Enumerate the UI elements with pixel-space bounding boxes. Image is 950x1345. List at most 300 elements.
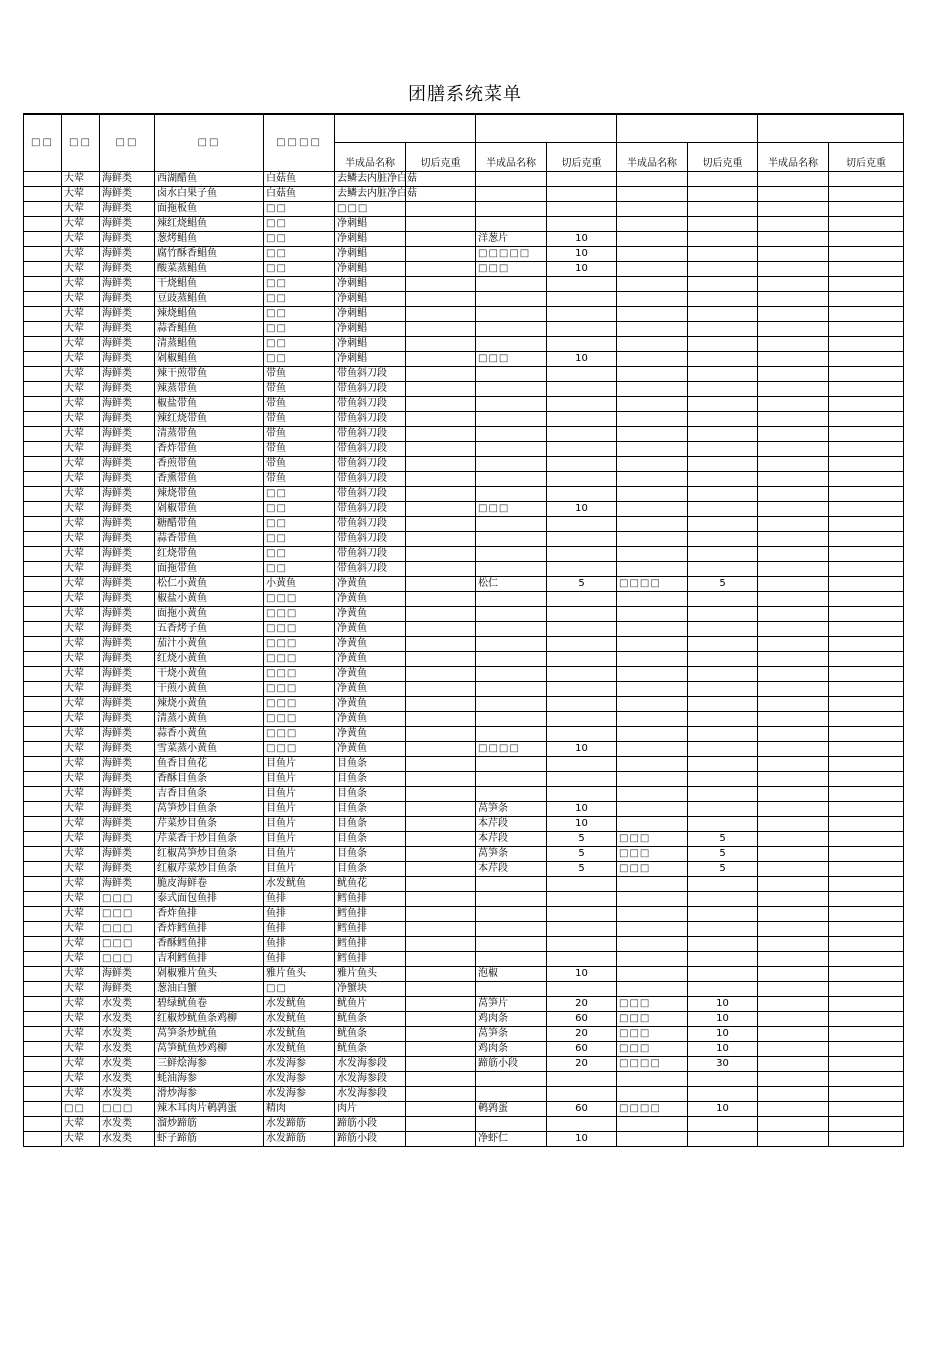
table-cell <box>24 817 62 832</box>
table-cell <box>829 937 904 952</box>
table-cell: 目鱼片 <box>264 757 335 772</box>
table-cell <box>829 982 904 997</box>
table-cell <box>24 652 62 667</box>
table-cell <box>829 772 904 787</box>
table-cell <box>617 472 688 487</box>
table-cell: 红烧小黄鱼 <box>155 652 264 667</box>
table-row <box>24 937 904 952</box>
table-cell <box>829 487 904 502</box>
table-cell: 大荤 <box>62 1057 100 1072</box>
table-cell: □□□ <box>264 697 335 712</box>
table-cell <box>829 997 904 1012</box>
table-cell: 目鱼条 <box>335 772 406 787</box>
table-cell <box>829 712 904 727</box>
table-cell: 20 <box>547 1027 617 1042</box>
table-cell <box>829 217 904 232</box>
table-cell <box>406 427 476 442</box>
table-cell: 脆皮海鲜卷 <box>155 877 264 892</box>
table-cell: 辣干煎带鱼 <box>155 367 264 382</box>
table-cell <box>688 532 758 547</box>
table-cell <box>758 952 829 967</box>
table-cell <box>688 442 758 457</box>
table-cell: 雅片鱼头 <box>335 967 406 982</box>
table-cell <box>758 187 829 202</box>
table-cell <box>758 352 829 367</box>
table-cell <box>758 652 829 667</box>
table-cell <box>758 562 829 577</box>
table-cell <box>24 232 62 247</box>
table-cell: 海鲜类 <box>100 577 155 592</box>
table-cell: 目鱼片 <box>264 862 335 877</box>
table-cell: 西湖醋鱼 <box>155 172 264 187</box>
table-cell <box>688 772 758 787</box>
table-cell: 水发类 <box>100 1027 155 1042</box>
table-cell <box>547 487 617 502</box>
table-cell: 带鱼 <box>264 382 335 397</box>
table-cell <box>617 682 688 697</box>
table-cell <box>406 487 476 502</box>
header-semi-product-name: 半成品名称 <box>476 143 547 172</box>
table-cell <box>24 202 62 217</box>
table-cell: 大荤 <box>62 922 100 937</box>
table-cell <box>24 1087 62 1102</box>
table-cell: 精肉 <box>264 1102 335 1117</box>
table-row <box>24 952 904 967</box>
table-cell <box>758 442 829 457</box>
table-cell <box>758 457 829 472</box>
table-cell: 目鱼条 <box>335 802 406 817</box>
table-cell: 蒜香小黄鱼 <box>155 727 264 742</box>
table-cell <box>829 517 904 532</box>
table-cell <box>476 637 547 652</box>
table-cell <box>476 907 547 922</box>
table-cell: 大荤 <box>62 367 100 382</box>
table-cell: 水发鱿鱼 <box>264 1012 335 1027</box>
table-cell <box>688 232 758 247</box>
table-row <box>24 367 904 382</box>
table-cell <box>547 322 617 337</box>
table-cell <box>24 502 62 517</box>
table-cell <box>829 442 904 457</box>
table-cell: 60 <box>547 1042 617 1057</box>
table-cell: □□□□ <box>617 1057 688 1072</box>
table-cell: 大荤 <box>62 277 100 292</box>
table-cell: 辣烧鲳鱼 <box>155 307 264 322</box>
table-cell <box>758 1042 829 1057</box>
table-cell <box>547 1117 617 1132</box>
table-cell <box>688 172 758 187</box>
table-cell <box>24 757 62 772</box>
table-cell: 海鲜类 <box>100 877 155 892</box>
table-row <box>24 502 904 517</box>
table-cell <box>547 412 617 427</box>
header-col-4: □□ <box>155 114 264 172</box>
table-cell <box>688 187 758 202</box>
table-cell <box>547 217 617 232</box>
table-cell: 60 <box>547 1012 617 1027</box>
table-cell <box>406 472 476 487</box>
table-cell <box>688 307 758 322</box>
header-col-1: □□ <box>24 114 62 172</box>
table-cell: 卤水白果子鱼 <box>155 187 264 202</box>
table-cell: 目鱼条 <box>335 862 406 877</box>
table-cell: 莴笋条 <box>476 1027 547 1042</box>
table-cell <box>547 202 617 217</box>
table-cell: 10 <box>547 262 617 277</box>
table-cell: 10 <box>688 1012 758 1027</box>
table-cell: 红椒莴笋炒目鱼条 <box>155 847 264 862</box>
table-cell <box>406 292 476 307</box>
table-cell <box>688 967 758 982</box>
header-group-2 <box>476 114 617 143</box>
table-cell <box>758 487 829 502</box>
table-row <box>24 817 904 832</box>
table-cell <box>688 742 758 757</box>
table-cell <box>24 667 62 682</box>
table-cell <box>24 262 62 277</box>
table-cell <box>406 442 476 457</box>
table-cell: 水发类 <box>100 997 155 1012</box>
table-cell: 净黄鱼 <box>335 727 406 742</box>
table-cell <box>688 727 758 742</box>
table-cell: 海鲜类 <box>100 802 155 817</box>
table-cell <box>688 247 758 262</box>
table-cell: 大荤 <box>62 787 100 802</box>
table-cell: 净刺鲳 <box>335 307 406 322</box>
table-row <box>24 592 904 607</box>
table-cell: 海鲜类 <box>100 712 155 727</box>
table-cell: □□ <box>264 982 335 997</box>
table-cell: 海鲜类 <box>100 622 155 637</box>
table-cell <box>24 517 62 532</box>
table-cell <box>476 367 547 382</box>
table-cell: 干烧鲳鱼 <box>155 277 264 292</box>
table-cell: 椒盐带鱼 <box>155 397 264 412</box>
table-cell <box>547 787 617 802</box>
table-cell <box>24 742 62 757</box>
table-cell: 目鱼片 <box>264 817 335 832</box>
table-cell <box>688 892 758 907</box>
table-cell: 带鱼 <box>264 442 335 457</box>
table-cell: □□□ <box>264 742 335 757</box>
table-cell: □□ <box>264 337 335 352</box>
table-cell <box>758 1087 829 1102</box>
table-cell: 5 <box>688 862 758 877</box>
table-cell: 大荤 <box>62 172 100 187</box>
table-cell: 蒜香带鱼 <box>155 532 264 547</box>
table-cell <box>617 517 688 532</box>
table-cell <box>617 607 688 622</box>
table-cell <box>688 337 758 352</box>
table-cell: 10 <box>547 232 617 247</box>
table-cell <box>24 637 62 652</box>
table-cell: □□ <box>264 307 335 322</box>
table-cell: 净黄鱼 <box>335 697 406 712</box>
table-cell: 水发类 <box>100 1117 155 1132</box>
table-cell <box>617 817 688 832</box>
table-cell <box>476 412 547 427</box>
table-cell <box>24 682 62 697</box>
table-cell <box>758 232 829 247</box>
table-cell: 带鱼斜刀段 <box>335 427 406 442</box>
table-cell: 鱿鱼条 <box>335 1027 406 1042</box>
table-cell: □□□□ <box>617 577 688 592</box>
table-cell: 带鱼斜刀段 <box>335 382 406 397</box>
table-cell: □□□□ <box>476 742 547 757</box>
table-row <box>24 217 904 232</box>
table-cell <box>406 517 476 532</box>
table-cell <box>617 637 688 652</box>
table-cell: 葱油白蟹 <box>155 982 264 997</box>
table-cell <box>547 757 617 772</box>
table-cell: 目鱼片 <box>264 787 335 802</box>
table-row <box>24 202 904 217</box>
page-title: 团膳系统菜单 <box>408 84 522 105</box>
table-cell <box>829 262 904 277</box>
table-cell: 大荤 <box>62 352 100 367</box>
table-cell <box>406 1012 476 1027</box>
table-cell: 大荤 <box>62 562 100 577</box>
table-cell <box>688 802 758 817</box>
table-cell: □□□ <box>617 847 688 862</box>
table-cell <box>617 727 688 742</box>
table-cell <box>758 967 829 982</box>
table-cell <box>24 337 62 352</box>
table-cell <box>406 1072 476 1087</box>
table-cell <box>688 292 758 307</box>
table-cell: 鱼排 <box>264 907 335 922</box>
table-cell: 大荤 <box>62 247 100 262</box>
table-cell <box>406 1027 476 1042</box>
table-cell <box>406 382 476 397</box>
table-cell <box>406 592 476 607</box>
table-cell: 5 <box>547 832 617 847</box>
table-cell <box>547 187 617 202</box>
table-cell <box>24 367 62 382</box>
table-cell <box>758 307 829 322</box>
table-cell <box>476 592 547 607</box>
header-cut-weight: 切后克重 <box>547 143 617 172</box>
table-cell: 辣红烧鲳鱼 <box>155 217 264 232</box>
table-cell <box>758 712 829 727</box>
table-cell <box>829 457 904 472</box>
table-row <box>24 772 904 787</box>
table-row <box>24 607 904 622</box>
table-cell <box>758 262 829 277</box>
table-cell: 净刺鲳 <box>335 352 406 367</box>
table-cell <box>617 877 688 892</box>
table-cell <box>24 1027 62 1042</box>
header-cut-weight: 切后克重 <box>829 143 904 172</box>
table-cell: 大荤 <box>62 697 100 712</box>
table-cell <box>24 907 62 922</box>
table-cell <box>617 502 688 517</box>
table-cell <box>406 967 476 982</box>
table-cell <box>24 292 62 307</box>
table-cell <box>758 622 829 637</box>
table-cell <box>406 682 476 697</box>
table-cell <box>688 787 758 802</box>
table-cell <box>406 322 476 337</box>
table-row <box>24 517 904 532</box>
table-cell: 鳕鱼排 <box>335 922 406 937</box>
table-cell: □□□ <box>617 862 688 877</box>
table-cell: 海鲜类 <box>100 967 155 982</box>
table-row <box>24 922 904 937</box>
table-row <box>24 727 904 742</box>
table-cell: 带鱼斜刀段 <box>335 367 406 382</box>
table-cell: 5 <box>688 832 758 847</box>
table-cell: 溜炒蹄筋 <box>155 1117 264 1132</box>
table-cell <box>758 577 829 592</box>
table-cell <box>547 277 617 292</box>
table-cell <box>829 592 904 607</box>
table-cell <box>617 247 688 262</box>
table-cell <box>829 817 904 832</box>
table-cell <box>829 802 904 817</box>
table-cell: 水发海参段 <box>335 1087 406 1102</box>
table-cell: 面拖板鱼 <box>155 202 264 217</box>
table-cell: 大荤 <box>62 832 100 847</box>
table-cell: 5 <box>688 847 758 862</box>
table-cell: 香炸鳕鱼排 <box>155 922 264 937</box>
table-cell: □□□ <box>100 1102 155 1117</box>
table-cell: 大荤 <box>62 607 100 622</box>
table-cell: 滑炒海参 <box>155 1087 264 1102</box>
table-cell: 10 <box>547 817 617 832</box>
table-cell: 三鲜烩海参 <box>155 1057 264 1072</box>
table-cell <box>547 457 617 472</box>
table-cell: 带鱼 <box>264 397 335 412</box>
table-cell <box>617 382 688 397</box>
table-cell <box>24 592 62 607</box>
table-cell <box>829 1027 904 1042</box>
table-cell: 净刺鲳 <box>335 247 406 262</box>
table-cell: 海鲜类 <box>100 637 155 652</box>
table-cell <box>758 937 829 952</box>
table-cell: 净刺鲳 <box>335 277 406 292</box>
table-cell <box>406 982 476 997</box>
table-cell <box>406 367 476 382</box>
table-cell: □□□ <box>264 667 335 682</box>
table-cell <box>688 652 758 667</box>
table-cell <box>476 517 547 532</box>
table-cell <box>758 172 829 187</box>
table-row <box>24 472 904 487</box>
table-cell <box>476 442 547 457</box>
table-cell <box>406 862 476 877</box>
table-cell <box>406 202 476 217</box>
table-cell: 海鲜类 <box>100 592 155 607</box>
table-cell: 海鲜类 <box>100 682 155 697</box>
table-cell: 大荤 <box>62 187 100 202</box>
table-cell <box>758 1102 829 1117</box>
table-cell <box>406 712 476 727</box>
table-cell: 辣木耳肉片鹌鹑蛋 <box>155 1102 264 1117</box>
table-cell <box>829 577 904 592</box>
table-cell <box>829 652 904 667</box>
table-cell <box>688 922 758 937</box>
table-cell <box>829 1012 904 1027</box>
table-cell: 大荤 <box>62 1012 100 1027</box>
table-cell: 目鱼条 <box>335 832 406 847</box>
table-cell <box>829 1102 904 1117</box>
table-cell <box>547 367 617 382</box>
table-cell <box>547 907 617 922</box>
table-cell <box>829 907 904 922</box>
table-cell: 红椒芹菜炒目鱼条 <box>155 862 264 877</box>
table-cell <box>24 967 62 982</box>
table-cell <box>688 352 758 367</box>
table-cell <box>617 412 688 427</box>
table-cell: 带鱼斜刀段 <box>335 547 406 562</box>
table-cell: 鱿鱼花 <box>335 877 406 892</box>
table-cell <box>617 652 688 667</box>
table-cell: 净刺鲳 <box>335 292 406 307</box>
table-cell <box>758 1012 829 1027</box>
table-cell: 大荤 <box>62 847 100 862</box>
table-cell <box>688 322 758 337</box>
table-cell <box>547 712 617 727</box>
table-cell: 带鱼 <box>264 412 335 427</box>
table-cell <box>829 232 904 247</box>
table-cell <box>24 607 62 622</box>
table-cell <box>617 757 688 772</box>
table-cell <box>688 502 758 517</box>
table-cell: 目鱼条 <box>335 847 406 862</box>
table-cell: 带鱼斜刀段 <box>335 457 406 472</box>
table-cell <box>24 877 62 892</box>
table-cell <box>547 307 617 322</box>
table-cell: 大荤 <box>62 442 100 457</box>
table-cell <box>758 1072 829 1087</box>
table-cell <box>476 757 547 772</box>
table-cell: 10 <box>547 802 617 817</box>
table-cell <box>476 682 547 697</box>
table-cell <box>24 322 62 337</box>
table-row <box>24 877 904 892</box>
table-cell <box>547 727 617 742</box>
table-cell: 大荤 <box>62 682 100 697</box>
table-cell <box>829 637 904 652</box>
table-cell: 5 <box>547 577 617 592</box>
table-cell: 鱿鱼片 <box>335 997 406 1012</box>
table-cell: 净黄鱼 <box>335 667 406 682</box>
table-cell <box>758 397 829 412</box>
table-cell: 小黄鱼 <box>264 577 335 592</box>
table-cell: 水发海参 <box>264 1057 335 1072</box>
table-cell <box>758 217 829 232</box>
table-cell <box>547 952 617 967</box>
table-cell: 海鲜类 <box>100 862 155 877</box>
table-cell: 10 <box>547 247 617 262</box>
table-cell <box>406 922 476 937</box>
table-cell <box>547 397 617 412</box>
table-cell <box>829 472 904 487</box>
table-cell: □□ <box>264 547 335 562</box>
table-cell: 大荤 <box>62 412 100 427</box>
table-row <box>24 1132 904 1147</box>
table-cell <box>24 1102 62 1117</box>
table-cell <box>758 367 829 382</box>
table-cell <box>688 817 758 832</box>
header-group-3 <box>617 114 758 143</box>
table-cell <box>406 622 476 637</box>
table-cell <box>617 442 688 457</box>
table-cell: 鳕鱼排 <box>335 907 406 922</box>
table-cell <box>617 667 688 682</box>
table-cell <box>758 637 829 652</box>
